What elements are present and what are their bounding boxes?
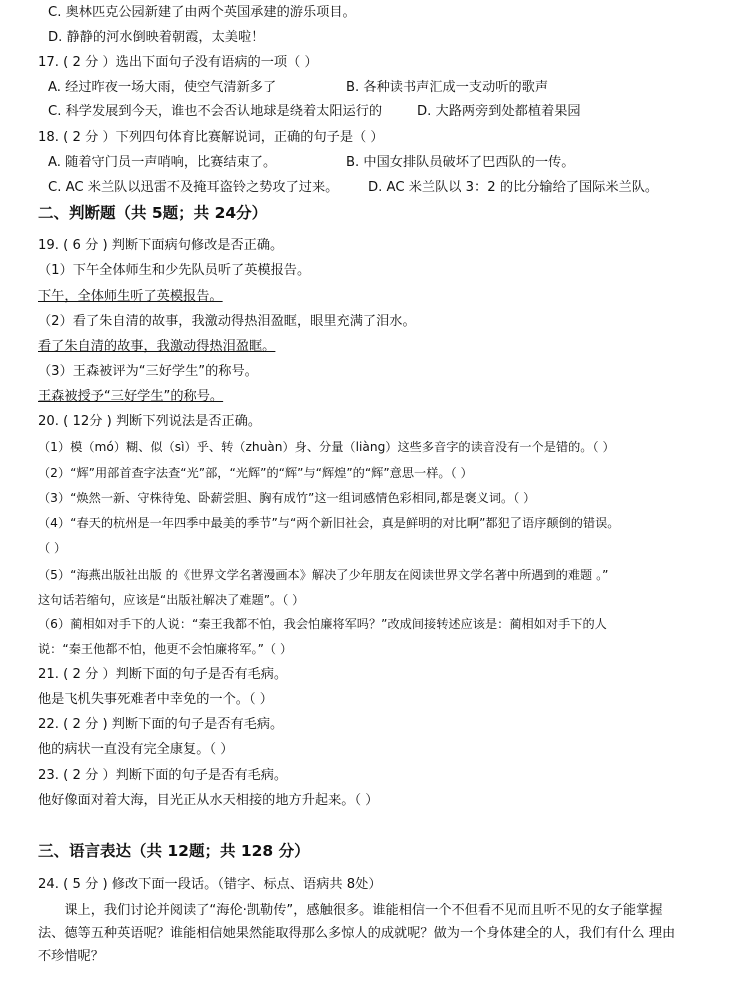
q18-option-a: A. 随着守门员一声哨响，比赛结束了。 [48, 155, 277, 170]
question-22: 22. ( 2 分 ) 判断下面的句子是否有毛病。 [38, 717, 284, 732]
question-18: 18. ( 2 分 ）下列四句体育比赛解说词，正确的句子是（ ） [38, 130, 384, 145]
q21-sentence: 他是飞机失事死难者中幸免的一个。（ ） [38, 692, 273, 707]
q19-item-1: （1）下午全体师生和少先队员听了英模报告。 [38, 263, 311, 278]
q19-item-2: （2）看了朱自清的故事，我激动得热泪盈眶，眼里充满了泪水。 [38, 314, 416, 329]
q22-sentence: 他的病状一直没有完全康复。（ ） [38, 742, 234, 757]
q16-option-c: C. 奥林匹克公园新建了由两个英国承建的游乐项目。 [48, 5, 356, 20]
q19-item-3-revision: 王森被授予“三好学生”的称号。 [38, 389, 224, 404]
q17-option-b: B. 各种读书声汇成一支动听的歌声 [346, 80, 549, 95]
q17-option-d: D. 大路两旁到处都植着果园 [417, 104, 581, 119]
q20-item-6-cont: 说：“秦王他都不怕，他更不会怕廉将军。”（ ） [38, 642, 293, 656]
question-23: 23. ( 2 分 ）判断下面的句子是否有毛病。 [38, 768, 288, 783]
q24-paragraph-text: 课上，我们讨论并阅读了“海伦·凯勒传”，感触很多。谁能相信一个不但看不见而且听不见的女子能掌握 法、德等五种英语呢？谁能相信她果然能取得那么多惊人的成就呢？做为一个身体建全的人，我们有什么 理由不珍惜呢？ [38, 903, 676, 964]
question-17: 17. ( 2 分 ）选出下面句子没有语病的一项（ ） [38, 55, 318, 70]
q20-item-4-blank: （ ） [38, 541, 67, 555]
q20-item-4: （4）“春天的杭州是一年四季中最美的季节”与“两个新旧社会，真是鲜明的对比啊”都犯了语序颠倒的错误。 [38, 516, 620, 530]
q17-option-c: C. 科学发展到今天，谁也不会否认地球是绕着太阳运行的 [48, 104, 383, 119]
q18-option-b: B. 中国女排队员破坏了巴西队的一传。 [346, 155, 575, 170]
question-24: 24. ( 5 分 ) 修改下面一段话。（错字、标点、语病共 8处） [38, 877, 382, 892]
question-21: 21. ( 2 分 ）判断下面的句子是否有毛病。 [38, 667, 288, 682]
q16-option-d: D. 静静的河水倒映着朝霞，太美啦！ [48, 30, 265, 45]
q20-item-5-cont: 这句话若缩句，应该是“出版社解决了难题”。（ ） [38, 593, 305, 607]
section-3-heading: 三、语言表达（共 12题；共 128 分） [38, 842, 310, 860]
q19-item-2-revision: 看了朱自清的故事，我激动得热泪盈眶。 [38, 339, 276, 354]
q20-item-6: （6）蔺相如对手下的人说：“秦王我都不怕，我会怕廉将军吗？”改成间接转述应该是：蔺相如对手下的人 [38, 617, 607, 631]
q19-item-1-revision: 下午，全体师生听了英模报告。 [38, 289, 223, 304]
q19-item-3: （3）王森被评为“三好学生”的称号。 [38, 364, 258, 379]
q17-option-a: A. 经过昨夜一场大雨，使空气清新多了 [48, 80, 277, 95]
question-19: 19. ( 6 分 ) 判断下面病句修改是否正确。 [38, 238, 284, 253]
q18-option-d: D. AC 米兰队以 3：2 的比分输给了国际米兰队。 [368, 180, 659, 195]
q24-paragraph [38, 899, 688, 968]
question-20: 20. ( 12分 ) 判断下列说法是否正确。 [38, 414, 262, 429]
q23-sentence: 他好像面对着大海，目光正从水天相接的地方升起来。（ ） [38, 793, 379, 808]
q20-item-1: （1）模（mó）糊、似（sì）乎、转（zhuàn）身、分量（liàng）这些多音字的读音没有一个是错的。（ ） [38, 440, 615, 454]
q18-option-c: C. AC 米兰队以迅雷不及掩耳盗铃之势攻了过来。 [48, 180, 339, 195]
q20-item-5: （5）“海燕出版社出版 的《世界文学名著漫画本》解决了少年朋友在阅读世界文学名著中所遇到的难题 。” [38, 568, 609, 582]
section-2-heading: 二、判断题（共 5题；共 24分） [38, 204, 268, 222]
q20-item-3: （3）“焕然一新、守株待兔、卧薪尝胆、胸有成竹”这一组词感情色彩相同,都是褒义词。（ ） [38, 491, 536, 505]
q20-item-2: （2）“辉”用部首查字法查“光”部，“光辉”的“辉”与“辉煌”的“辉”意思一样。（ ） [38, 466, 473, 480]
